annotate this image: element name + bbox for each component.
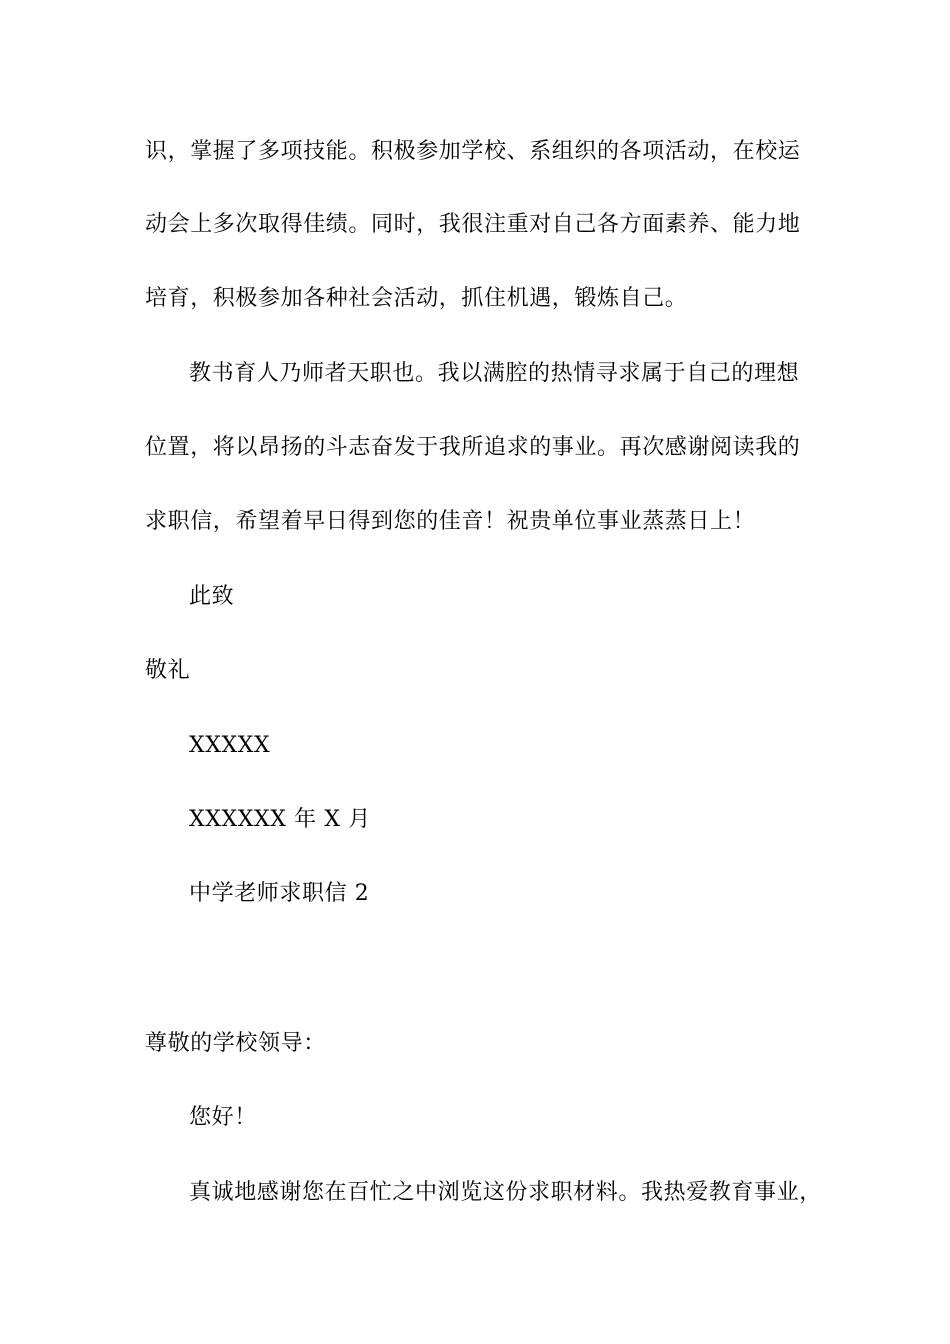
paragraph-line: 真诚地感谢您在百忙之中浏览这份求职材料。我热爱教育事业， bbox=[189, 1180, 822, 1205]
paragraph-line: 动会上多次取得佳绩。同时，我很注重对自己各方面素养、能力地 bbox=[145, 212, 801, 237]
letter-hello: 您好！ bbox=[189, 1105, 257, 1130]
salutation-closing: 此致 bbox=[189, 584, 235, 609]
paragraph-line: 培育，积极参加各种社会活动，抓住机遇，锻炼自己。 bbox=[145, 286, 688, 311]
paragraph-line: 识，掌握了多项技能。积极参加学校、系组织的各项活动，在校运 bbox=[145, 139, 801, 164]
signature-name: XXXXX bbox=[189, 733, 271, 758]
paragraph-line: 位置，将以昂扬的斗志奋发于我所追求的事业。再次感谢阅读我的 bbox=[145, 435, 801, 460]
signature-date: XXXXXX 年 X 月 bbox=[189, 807, 371, 832]
paragraph-line: 求职信，希望着早日得到您的佳音！祝贵单位事业蒸蒸日上！ bbox=[145, 509, 756, 534]
salutation-regards: 敬礼 bbox=[145, 658, 191, 683]
letter-greeting: 尊敬的学校领导： bbox=[145, 1031, 326, 1056]
section-title: 中学老师求职信 2 bbox=[189, 881, 370, 906]
paragraph-line: 教书育人乃师者天职也。我以满腔的热情寻求属于自己的理想 bbox=[189, 361, 800, 386]
